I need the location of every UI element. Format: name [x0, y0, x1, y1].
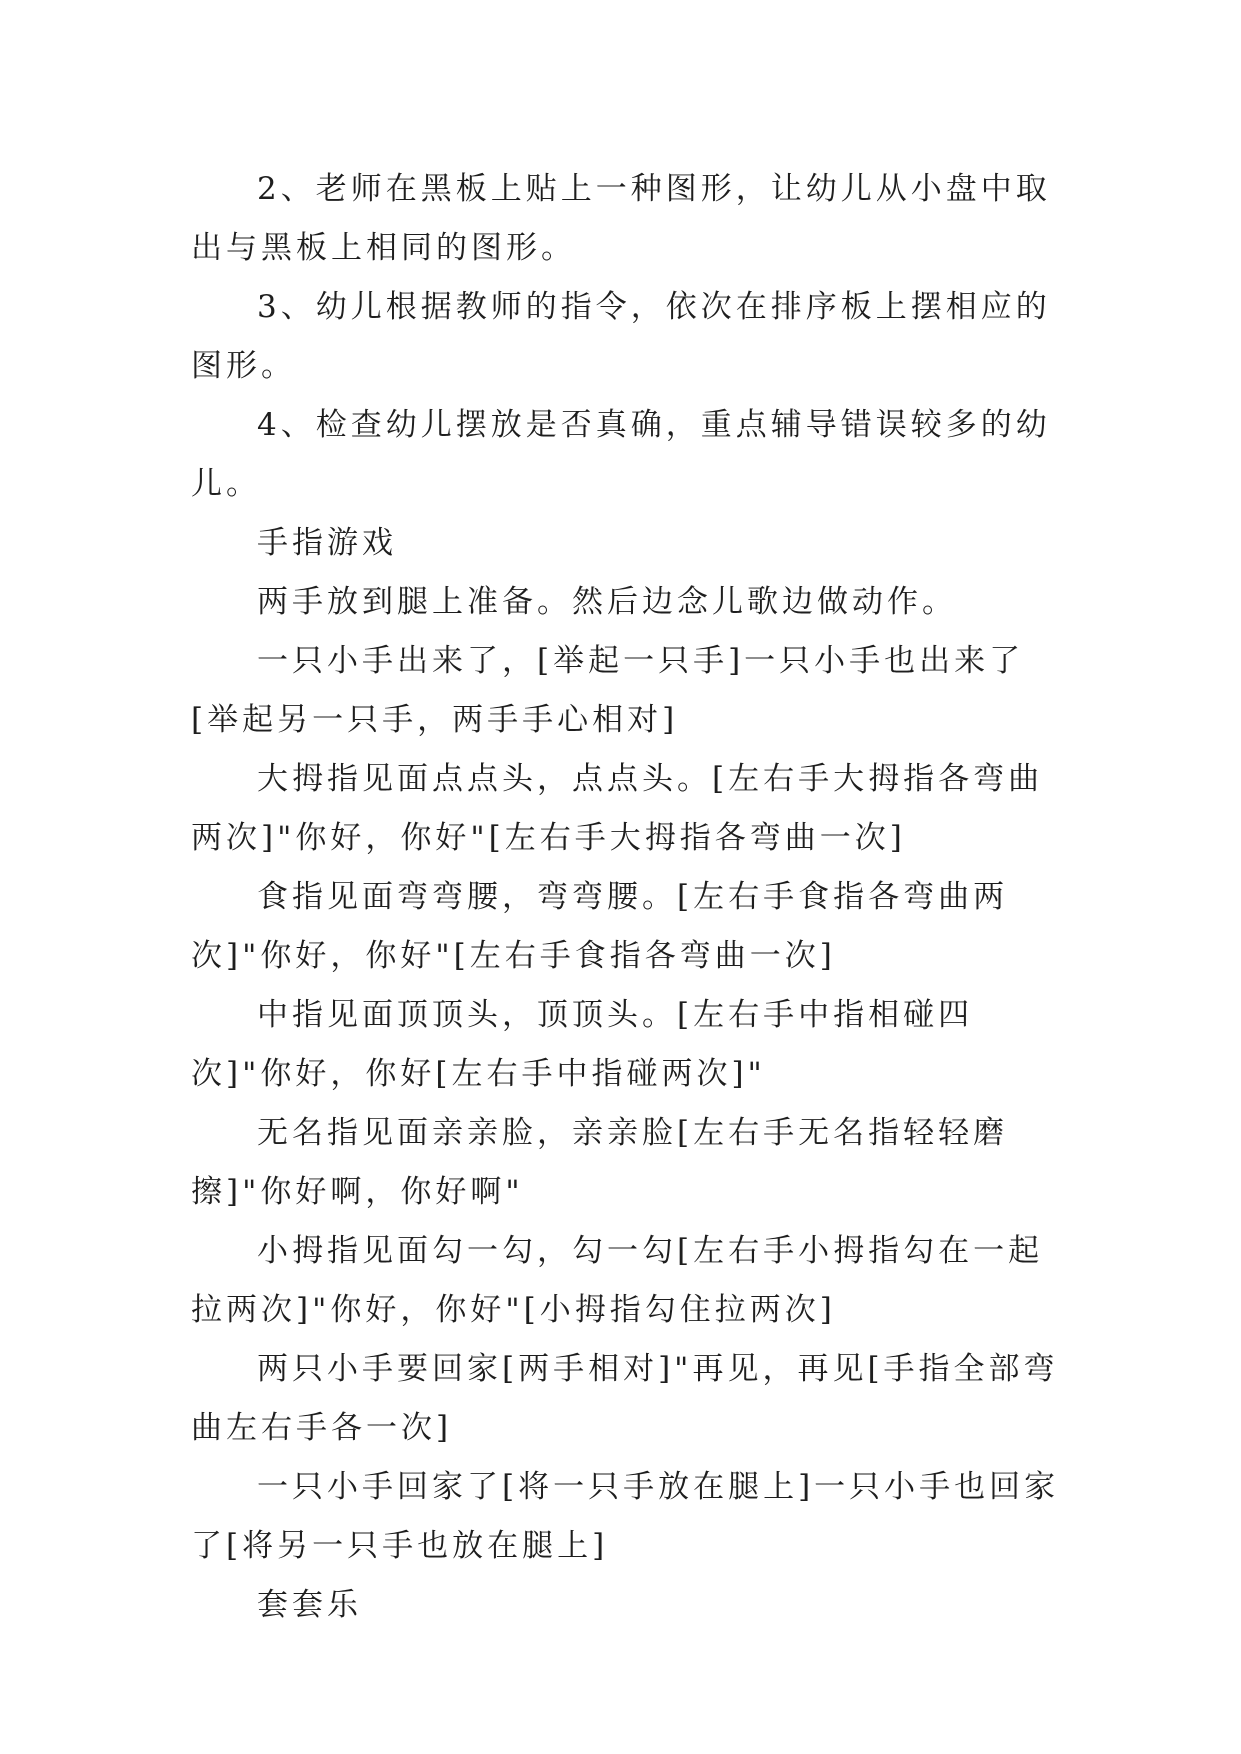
paragraph-thumb: 大拇指见面点点头，点点头。[左右手大拇指各弯曲两次]"你好，你好"[左右手大拇指各弯曲一次]: [191, 761, 1044, 856]
paragraph-hands-go-home: 两只小手要回家[两手相对]"再见，再见[手指全部弯曲左右手各一次]: [191, 1351, 1059, 1446]
paragraph-hands-home: 一只小手回家了[将一只手放在腿上]一只小手也回家了[将另一只手也放在腿上]: [191, 1469, 1060, 1564]
paragraph-ring-finger: 无名指见面亲亲脸，亲亲脸[左右手无名指轻轻磨擦]"你好啊，你好啊": [191, 1115, 1009, 1210]
section-heading-ring-toss: 套套乐: [257, 1587, 362, 1623]
paragraph-step-4: 4、检查幼儿摆放是否真确，重点辅导错误较多的幼儿。: [191, 407, 1051, 502]
paragraph-middle-finger: 中指见面顶顶头，顶顶头。[左右手中指相碰四次]"你好，你好[左右手中指碰两次]": [191, 997, 974, 1092]
paragraph-step-3: 3、幼儿根据教师的指令，依次在排序板上摆相应的图形。: [191, 289, 1051, 384]
paragraph-index-finger: 食指见面弯弯腰，弯弯腰。[左右手食指各弯曲两次]"你好，你好"[左右手食指各弯曲一次]: [191, 879, 1009, 974]
section-heading-finger-game: 手指游戏: [257, 525, 397, 561]
paragraph-step-2: 2、老师在黑板上贴上一种图形，让幼儿从小盘中取出与黑板上相同的图形。: [191, 171, 1051, 266]
paragraph-preparation: 两手放到腿上准备。然后边念儿歌边做动作。: [257, 584, 957, 620]
document-body: [191, 160, 1061, 1635]
paragraph-little-finger: 小拇指见面勾一勾，勾一勾[左右手小拇指勾在一起拉两次]"你好，你好"[小拇指勾住拉两次]: [191, 1233, 1044, 1328]
paragraph-hands-out: 一只小手出来了，[举起一只手]一只小手也出来了[举起另一只手，两手手心相对]: [191, 643, 1025, 738]
